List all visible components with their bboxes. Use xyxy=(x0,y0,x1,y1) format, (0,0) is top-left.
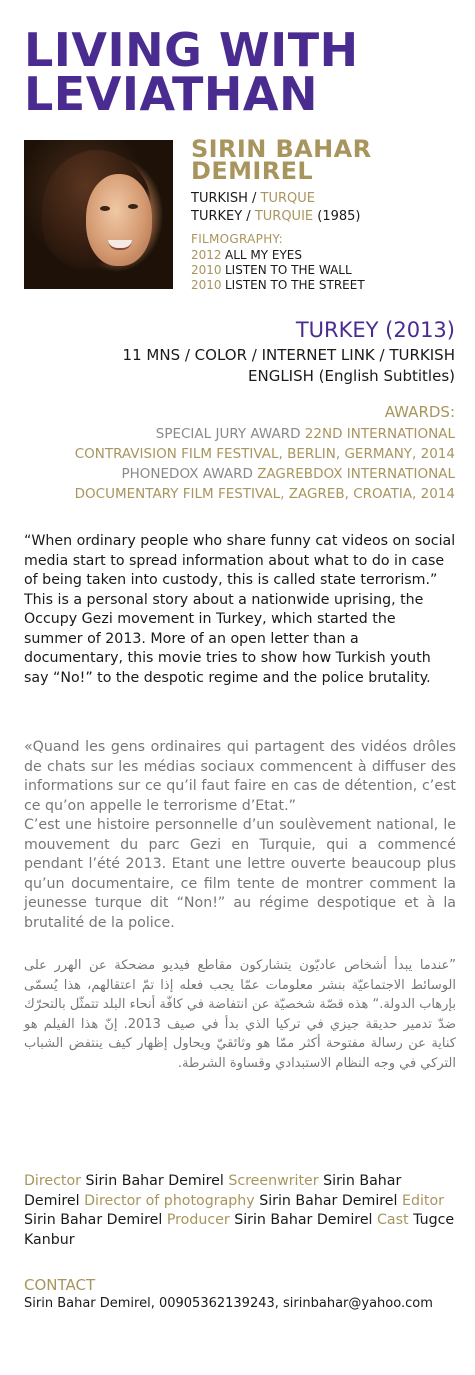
synopsis-english: “When ordinary people who share funny cat videos on social media start to spread information about what to do in case of being taken into custody, this is called state terrorism.” This is a personal story about a nationwide uprising, the Occupy Gezi movement in Turkey, which started the summer of 2013. More of an open letter than a documentary, this movie tries to show how Turkish youth say “No!” to the despotic regime and the police brutality. xyxy=(24,533,456,686)
director-nationality: TURKISH / TURQUE xyxy=(191,191,315,206)
director-name: SIRIN BAHAR DEMIREL xyxy=(191,135,372,185)
filmography-item: 2010 LISTEN TO THE STREET xyxy=(191,278,365,292)
awards-label: AWARDS: xyxy=(384,403,455,421)
contact-details: Sirin Bahar Demirel, 00905362139243, sirinbahar@yahoo.com xyxy=(24,1296,433,1311)
filmography-item: 2012 ALL MY EYES xyxy=(191,248,303,262)
contact-label: CONTACT xyxy=(24,1276,96,1294)
filmography-label: FILMOGRAPHY: xyxy=(191,232,283,246)
film-specs: 11 MNS / COLOR / INTERNET LINK / TURKISH ENGLISH (English Subtitles) xyxy=(122,346,455,385)
award-item: SPECIAL JURY AWARD 22ND INTERNATIONAL CONTRAVISION FILM FESTIVAL, BERLIN, GERMANY, 2014 xyxy=(74,426,455,462)
filmography-list xyxy=(191,248,365,293)
synopsis-arabic: ”عندما يبدأ أشخاص عاديّون يتشاركون مقاطع فيديو مضحكة عن الهرر على الوسائط الاجتماعيّة بنشر معلومات عمّا يجب فعله إذا تمّ اعتقالهم، هذا يُسمّى بإرهاب الدولة.“ هذه قصّة شخصيّة عن انتفاضة في كافّة أنحاء البلد تتمثّل بالتحرّك ضدّ تدمير حديقة جيزي في تركيا الذي بدأ في صيف 2013. إنّ هذا الفيلم هو كناية عن رسالة مفتوحة أكثر ممّا هو وثائقيّ ويحاول إظهار كيف ينتفض الشباب التركي في وجه النظام الاستبدادي وقساوة الشرطة. xyxy=(24,958,456,1071)
film-country-year: TURKEY (2013) xyxy=(295,318,455,342)
director-country: TURKEY / TURQUIE (1985) xyxy=(191,209,361,224)
director-portrait xyxy=(24,140,173,289)
award-item: PHONEDOX AWARD ZAGREBDOX INTERNATIONAL DOCUMENTARY FILM FESTIVAL, ZAGREB, CROATIA, 2014 xyxy=(74,466,455,502)
synopsis-french: «Quand les gens ordinaires qui partagent des vidéos drôles de chats sur les médias sociaux commencent à diffuser des informations sur ce qu’il faut faire en cas de détention, c’est ce qu’on appelle le terrorisme d’Etat.” C’est une histoire personnelle d’un soulèvement national, le mouvement du parc Gezi en Turquie, qui a commencé pendant l’été 2013. Etant une lettre ouverte beaucoup plus qu’un documentaire, ce film tente de montrer comment la jeunesse turque dit “Non!” au régime despotique et à la brutalité de la police. xyxy=(24,739,456,931)
awards-list xyxy=(5,424,455,504)
film-title: LIVING WITH LEVIATHAN xyxy=(24,23,359,121)
credits: Director Sirin Bahar Demirel Screenwriter Sirin Bahar Demirel Director of photography Sirin Bahar Demirel Editor Sirin Bahar Demirel Producer Sirin Bahar Demirel Cast Tugce Kanbur xyxy=(24,1173,455,1248)
filmography-item: 2010 LISTEN TO THE WALL xyxy=(191,263,352,277)
